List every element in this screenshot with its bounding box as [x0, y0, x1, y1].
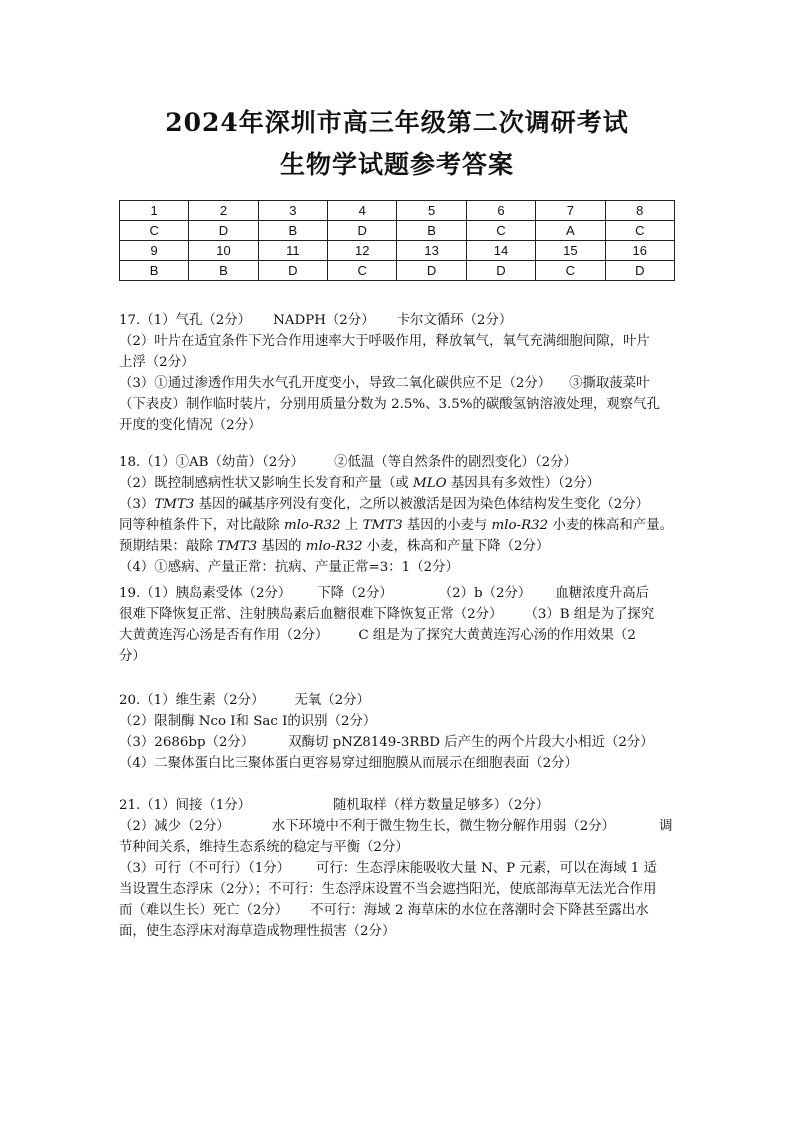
q18-design-c: 基因的小麦与 — [402, 518, 492, 533]
table-cell: 11 — [258, 241, 327, 261]
page-title: 2024年深圳市高三年级第二次调研考试 — [165, 108, 629, 137]
q18-expected: 预期结果：敲除 — [119, 539, 217, 554]
answer-table — [119, 200, 675, 281]
q20-part3b: 双酶切 pNZ8149-3RBD 后产生的两个片段大小相近（2分） — [288, 735, 654, 750]
table-cell: B — [258, 221, 327, 241]
q19-part2: （2）b（2分） — [438, 586, 532, 601]
q20-part1: 20.（1）维生素（2分） — [119, 693, 265, 708]
q19-part3b: C 组是为了探究大黄黄连泻心汤的作用效果（2 — [358, 628, 636, 643]
q18-part2: （2）既控制感病性状又影响生长发育和产量（或 — [119, 476, 413, 491]
table-cell: 8 — [605, 201, 674, 221]
table-cell: D — [397, 261, 466, 281]
page-subtitle: 生物学试题参考答案 — [279, 150, 514, 179]
q20-part4: （4）二聚体蛋白比三聚体蛋白更容易穿过细胞膜从而展示在细胞表面（2分） — [119, 756, 578, 771]
q19-part3-cont: 大黄黄连泻心汤是否有作用（2分） — [119, 628, 329, 643]
q18-design-d: 小麦的株高和产量。 — [548, 518, 673, 533]
gene-tmt3: TMT3 — [154, 497, 195, 512]
question-number-row — [120, 241, 675, 261]
question-19 — [119, 583, 679, 667]
table-cell: B — [120, 261, 189, 281]
table-cell: D — [189, 221, 258, 241]
table-cell: 10 — [189, 241, 258, 261]
q19-part3: （3）B 组是为了探究 — [524, 607, 655, 622]
q17-part2: （2）叶片在适宜条件下光合作用速率大于呼吸作用，释放氧气，氧气充满细胞间隙，叶片 — [119, 334, 650, 349]
q19-part2-cont: 很难下降恢复正常、注射胰岛素后血糖很难下降恢复正常（2分） — [119, 607, 503, 622]
table-cell: 4 — [328, 201, 397, 221]
q21-part1b: 随机取样（样方数量足够多）（2分） — [333, 798, 550, 813]
question-number-row — [120, 201, 675, 221]
table-cell: 7 — [536, 201, 605, 221]
table-cell: B — [397, 221, 466, 241]
q18-part1: 18.（1）①AB（幼苗）（2分） — [119, 455, 305, 470]
table-cell: 12 — [328, 241, 397, 261]
table-cell: D — [328, 221, 397, 241]
q21-part3-end: 面，使生态浮床对海草造成物理性损害（2分） — [119, 924, 396, 939]
table-cell: A — [536, 221, 605, 241]
q18-design-b: 上 — [340, 518, 363, 533]
table-cell: 14 — [466, 241, 535, 261]
answer-row — [120, 261, 675, 281]
gene-mlo-r32: mlo-R32 — [283, 518, 341, 533]
q19-part2b: 血糖浓度升高后 — [555, 586, 650, 601]
gene-tmt3: TMT3 — [217, 539, 258, 554]
q19-part3-end: 分） — [119, 649, 146, 664]
q18-part1b: ②低温（等自然条件的剧烈变化）（2分） — [334, 455, 577, 470]
q20-part1b: 无氧（2分） — [294, 693, 370, 708]
q18-part2-end: 基因具有多效性）（2分） — [446, 476, 600, 491]
table-cell: 9 — [120, 241, 189, 261]
table-cell: C — [328, 261, 397, 281]
table-cell: C — [605, 221, 674, 241]
q21-part3-cont2: 而（难以生长）死亡（2分） — [119, 903, 289, 918]
table-cell: B — [189, 261, 258, 281]
table-cell: 1 — [120, 201, 189, 221]
table-cell: 16 — [605, 241, 674, 261]
q21-part3-cont: 当设置生态浮床（2分）；不可行：生态浮床设置不当会遮挡阳光，使底部海草无法光合作用 — [119, 882, 657, 897]
q19-part1b: 下降（2分） — [317, 586, 393, 601]
table-cell: 2 — [189, 201, 258, 221]
q17-part3b: ③撕取菠菜叶 — [569, 376, 650, 391]
q21-part3b: 可行：生态浮床能吸收大量 N、P 元素，可以在海域 1 适 — [316, 861, 657, 876]
q18-part3-end: 基因的碱基序列没有变化，之所以被激活是因为染色体结构发生变化（2分） — [194, 497, 650, 512]
q18-expected-c: 小麦，株高和产量下降（2分） — [362, 539, 550, 554]
table-cell: C — [120, 221, 189, 241]
q20-part2: （2）限制酶 Nco Ⅰ和 Sac Ⅰ的识别（2分） — [119, 714, 377, 729]
answer-row — [120, 221, 675, 241]
q21-part1: 21.（1）间接（1分） — [119, 798, 252, 813]
q21-part2c: 调 — [659, 819, 673, 834]
q21-part3-cont3: 不可行：海域 2 海草床的水位在落潮时会下降甚至露出水 — [310, 903, 649, 918]
q19-part1: 19.（1）胰岛素受体（2分） — [119, 586, 292, 601]
q17-part2-cont: 上浮（2分） — [119, 355, 195, 370]
q17-part3-cont: （下表皮）制作临时装片，分别用质量分数为 2.5%、3.5%的碳酸氢钠溶液处理，观察气孔 — [119, 397, 660, 412]
q17-calvin: 卡尔文循环（2分） — [396, 313, 513, 328]
q18-part4: （4）①感病、产量正常：抗病、产量正常=3：1（2分） — [119, 560, 459, 575]
question-20 — [119, 690, 679, 774]
q18-design: 同等种植条件下，对比敲除 — [119, 518, 284, 533]
q21-part2-cont: 节种间关系，维持生态系统的稳定与平衡（2分） — [119, 840, 409, 855]
q17-part1: 17.（1）气孔（2分） — [119, 313, 252, 328]
gene-mlo-r32: mlo-R32 — [491, 518, 549, 533]
q18-expected-b: 基因的 — [257, 539, 306, 554]
table-cell: D — [258, 261, 327, 281]
q21-part2: （2）减少（2分） — [119, 819, 230, 834]
gene-mlo: MLO — [412, 476, 447, 491]
table-cell: 5 — [397, 201, 466, 221]
table-cell: 3 — [258, 201, 327, 221]
table-cell: D — [466, 261, 535, 281]
q17-part3: （3）①通过渗透作用失水气孔开度变小，导致二氧化碳供应不足（2分） — [119, 376, 552, 391]
question-18 — [119, 452, 679, 578]
q18-part3: （3） — [119, 497, 155, 512]
table-cell: 13 — [397, 241, 466, 261]
table-cell: 6 — [466, 201, 535, 221]
q17-nadph: NADPH（2分） — [273, 313, 375, 328]
q17-part3-end: 开度的变化情况（2分） — [119, 418, 262, 433]
gene-mlo-r32: mlo-R32 — [305, 539, 363, 554]
question-21 — [119, 795, 679, 942]
table-cell: D — [605, 261, 674, 281]
table-cell: C — [536, 261, 605, 281]
question-17 — [119, 310, 679, 436]
table-cell: C — [466, 221, 535, 241]
gene-tmt3: TMT3 — [362, 518, 403, 533]
table-cell: 15 — [536, 241, 605, 261]
q21-part3: （3）可行（不可行）（1分） — [119, 861, 291, 876]
q21-part2b: 水下环境中不利于微生物生长，微生物分解作用弱（2分） — [271, 819, 616, 834]
q20-part3: （3）2686bp（2分） — [119, 735, 255, 750]
